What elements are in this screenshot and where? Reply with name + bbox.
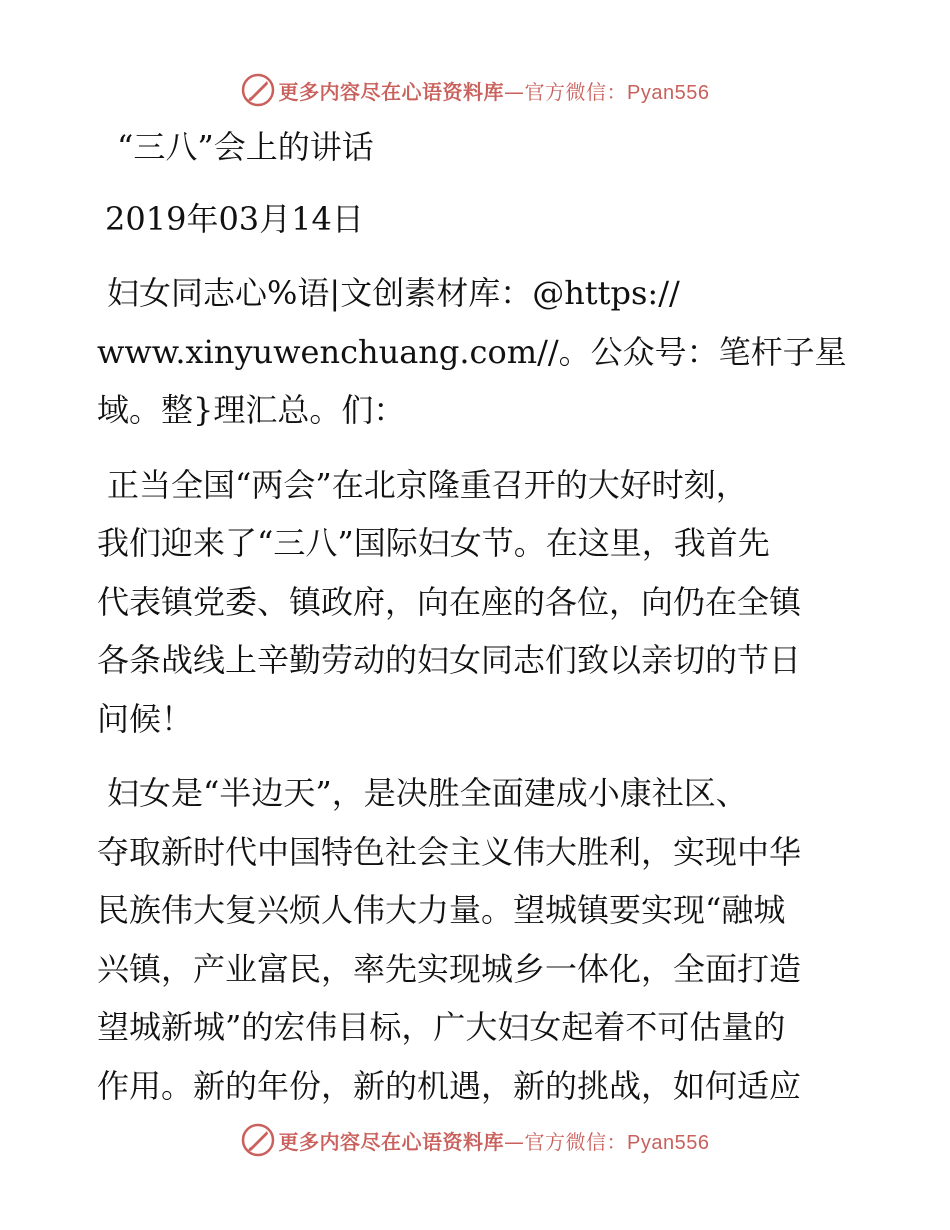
- watermark-label: 官方微信：: [524, 79, 628, 104]
- paragraph-1: [97, 264, 857, 440]
- paragraph-line: 域。整}理汇总。们：: [97, 391, 406, 429]
- paragraph-line: 作用。新的年份，新的机遇，新的挑战，如何适应: [97, 1066, 802, 1105]
- watermark-text: [279, 1126, 710, 1155]
- watermark-separator: —: [504, 1129, 525, 1154]
- watermark-label: 官方微信：: [524, 1129, 628, 1154]
- document-title: “三八”会上的讲话: [117, 128, 374, 166]
- paragraph-line: www.xinyuwenchuang.com//。公众号：笔杆子星: [97, 332, 847, 371]
- pen-logo-icon: [241, 73, 275, 107]
- paragraph-2: [97, 456, 857, 749]
- paragraph-line: 兴镇，产业富民，率先实现城乡一体化，全面打造: [97, 949, 802, 988]
- paragraph-line: 各条战线上辛勤劳动的妇女同志们致以亲切的节日: [97, 641, 802, 679]
- paragraph-line: 我们迎来了“三八”国际妇女节。在这里，我首先: [97, 524, 770, 562]
- paragraph-line: 民族伟大复兴烦人伟大力量。望城镇要实现“融城: [97, 891, 786, 929]
- watermark-footer: [0, 1120, 950, 1160]
- watermark-main: 更多内容尽在心语资料库: [278, 1129, 505, 1154]
- paragraph-line: 问候！: [97, 699, 194, 738]
- paragraph-line: 夺取新时代中国特色社会主义伟大胜利，实现中华: [97, 832, 802, 871]
- watermark-main: 更多内容尽在心语资料库: [278, 79, 505, 104]
- paragraph-line: 代表镇党委、镇政府，向在座的各位，向仍在全镇: [97, 582, 802, 621]
- document-date: 2019年03月14日: [105, 200, 364, 238]
- watermark-wechat-id: Pyan556: [627, 1131, 710, 1154]
- document-body: [97, 118, 857, 1115]
- watermark-separator: —: [504, 79, 525, 104]
- paragraph-line: 妇女是“半边天”，是决胜全面建成小康社区、: [107, 774, 748, 812]
- watermark-text: [279, 76, 710, 105]
- watermark-header: [0, 70, 950, 110]
- paragraph-3: [97, 764, 857, 1115]
- paragraph-line: 妇女同志心%语|文创素材库：@https://: [107, 274, 680, 312]
- paragraph-line: 正当全国“两会”在北京隆重召开的大好时刻，: [107, 465, 748, 504]
- paragraph-line: 望城新城”的宏伟目标，广大妇女起着不可估量的: [97, 1008, 786, 1046]
- watermark-wechat-id: Pyan556: [627, 81, 710, 104]
- pen-logo-icon: [241, 1123, 275, 1157]
